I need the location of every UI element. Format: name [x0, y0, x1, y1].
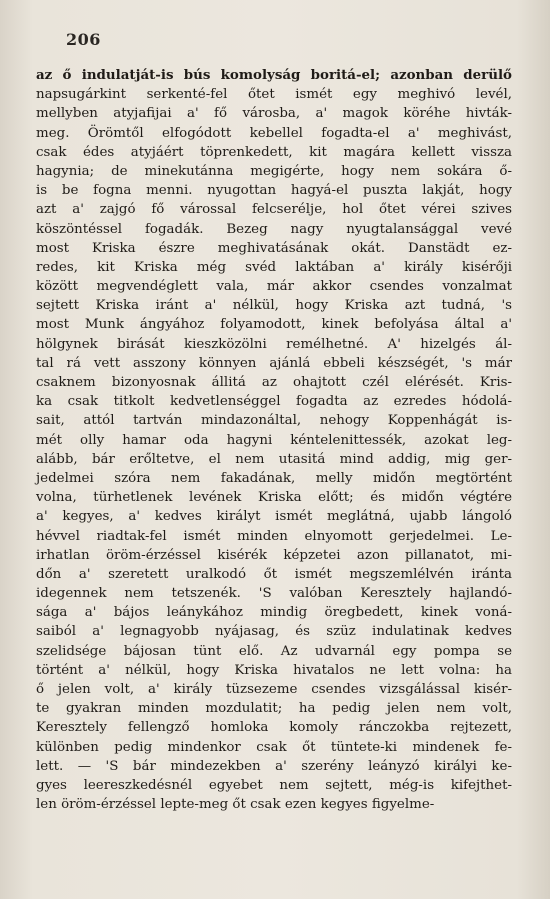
- text-line: jedelmei szóra nem fakadának, melly midőn megtörtént: [36, 470, 512, 486]
- text-line: az ő indulatját-is bús komolyság boritá-el; azonban derülő: [36, 67, 512, 83]
- text-line: hagynia; de minekutánna megigérte, hogy nem sokára ő-: [36, 163, 512, 179]
- text-line: most Munk ángyához folyamodott, kinek befolyása által a': [36, 317, 512, 333]
- text-line: hölgynek birását kieszközölni remélhetné. A' hizelgés ál-: [36, 336, 512, 352]
- text-line: csak édes atyjáért töprenkedett, kit magára kellett vissza: [36, 144, 512, 160]
- text-line: különben pedig mindenkor csak őt tüntete-ki mindenek fe-: [36, 739, 512, 755]
- text-line: ka csak titkolt kedvetlenséggel fogadta az ezredes hódolá-: [36, 394, 512, 410]
- text-line: irhatlan öröm-érzéssel kisérék képzetei azon pillanatot, mi-: [36, 547, 512, 563]
- text-line: történt a' nélkül, hogy Kriska hivatalos ne lett volna: ha: [36, 662, 512, 678]
- text-line: a' kegyes, a' kedves királyt ismét meglátná, ujabb lángoló: [36, 509, 512, 525]
- text-line: sait, attól tartván mindazonáltal, nehogy Koppenhágát is-: [36, 413, 512, 429]
- text-line: azt a' zajgó fő várossal felcserélje, hol őtet vérei szives: [36, 202, 512, 218]
- text-line: idegennek nem tetszenék. 'S valóban Keresztely hajlandó-: [36, 586, 512, 602]
- text-line: gyes leereszkedésnél egyebet nem sejtett, még-is kifejthet-: [36, 777, 512, 793]
- text-line: napsugárkint serkenté-fel őtet ismét egy meghivó levél,: [36, 87, 512, 103]
- text-line: mét olly hamar oda hagyni kéntelenittessék, azokat leg-: [36, 432, 512, 448]
- text-line: tal rá vett asszony könnyen ajánlá ebbeli készségét, 's már: [36, 355, 512, 371]
- text-line: lett. — 'S bár mindezekben a' szerény leányzó királyi ke-: [36, 758, 512, 774]
- text-line: volna, türhetlenek levének Kriska előtt; és midőn végtére: [36, 490, 512, 506]
- text-line: is be fogna menni. nyugottan hagyá-el puszta lakját, hogy: [36, 183, 512, 199]
- text-line: redes, kit Kriska még svéd laktában a' király kisérőji: [36, 259, 512, 275]
- text-line: sejtett Kriska iránt a' nélkül, hogy Kriska azt tudná, 's: [36, 298, 512, 314]
- text-line: csaknem bizonyosnak állitá az ohajtott czél elérését. Kris-: [36, 375, 512, 390]
- text-line: saiból a' legnagyobb nyájasag, és szüz indulatinak kedves: [36, 624, 512, 640]
- text-line: köszöntéssel fogadák. Bezeg nagy nyugtalansággal vevé: [36, 221, 512, 237]
- text-line: szelidsége bájosan tünt elő. Az udvarnál egy pompa se: [36, 643, 512, 659]
- text-line: meg. Örömtől elfogódott kebellel fogadta-el a' meghivást,: [36, 125, 512, 141]
- text-line: len öröm-érzéssel lepte-meg őt csak ezen kegyes figyelme-: [36, 797, 435, 813]
- text-line: között megvendéglett vala, már akkor csendes vonzalmat: [36, 279, 512, 295]
- body-text: [36, 66, 512, 814]
- text-line: Keresztely fellengző homloka komoly ránczokba rejtezett,: [36, 720, 512, 736]
- text-line: alább, bár erőltetve, el nem utasitá mind addig, mig ger-: [36, 451, 512, 467]
- page-number: 206: [66, 30, 101, 49]
- text-line: dőn a' szeretett uralkodó őt ismét megszemlélvén iránta: [36, 566, 512, 582]
- text-line: ő jelen volt, a' király tüzsezeme csendes vizsgálással kisér-: [36, 682, 512, 697]
- text-line: sága a' bájos leánykához mindig öregbedett, kinek voná-: [36, 605, 512, 621]
- text-line: most Kriska észre meghivatásának okát. Danstädt ez-: [36, 240, 512, 256]
- text-line: hévvel riadtak-fel ismét minden elnyomott gerjedelmei. Le-: [36, 528, 512, 544]
- text-line: te gyakran minden mozdulatit; ha pedig jelen nem volt,: [36, 701, 512, 717]
- text-line: mellyben atyjafijai a' fő városba, a' magok köréhe hivták-: [36, 106, 512, 122]
